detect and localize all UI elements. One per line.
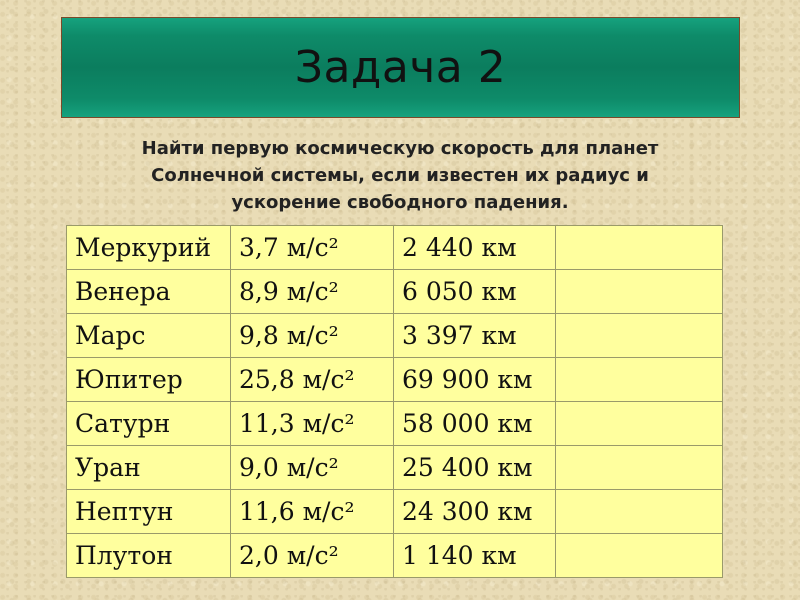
table-row (67, 490, 723, 534)
radius-cell: 25 400 км (394, 446, 556, 490)
radius-cell: 3 397 км (394, 314, 556, 358)
answer-cell (556, 490, 723, 534)
table-row (67, 270, 723, 314)
gravity-cell: 8,9 м/с² (231, 270, 394, 314)
planet-name-cell: Сатурн (67, 402, 231, 446)
slide-title: Задача 2 (294, 42, 507, 93)
planet-name-cell: Венера (67, 270, 231, 314)
task-line: Солнечной системы, если известен их радиус и (151, 165, 649, 186)
planet-name-cell: Марс (67, 314, 231, 358)
planet-name-cell: Плутон (67, 534, 231, 578)
planet-name-cell: Меркурий (67, 226, 231, 270)
answer-cell (556, 226, 723, 270)
task-statement (60, 135, 740, 216)
gravity-cell: 25,8 м/с² (231, 358, 394, 402)
task-line: ускорение свободного падения. (231, 192, 569, 213)
gravity-cell: 9,8 м/с² (231, 314, 394, 358)
table-row (67, 358, 723, 402)
radius-cell: 6 050 км (394, 270, 556, 314)
answer-cell (556, 534, 723, 578)
table-row (67, 402, 723, 446)
table-row (67, 314, 723, 358)
planet-name-cell: Уран (67, 446, 231, 490)
table-row (67, 534, 723, 578)
answer-cell (556, 358, 723, 402)
planet-name-cell: Юпитер (67, 358, 231, 402)
radius-cell: 2 440 км (394, 226, 556, 270)
answer-cell (556, 314, 723, 358)
answer-cell (556, 402, 723, 446)
planets-table (66, 225, 723, 578)
gravity-cell: 11,3 м/с² (231, 402, 394, 446)
radius-cell: 24 300 км (394, 490, 556, 534)
gravity-cell: 3,7 м/с² (231, 226, 394, 270)
radius-cell: 1 140 км (394, 534, 556, 578)
gravity-cell: 11,6 м/с² (231, 490, 394, 534)
answer-cell (556, 270, 723, 314)
gravity-cell: 9,0 м/с² (231, 446, 394, 490)
radius-cell: 58 000 км (394, 402, 556, 446)
gravity-cell: 2,0 м/с² (231, 534, 394, 578)
radius-cell: 69 900 км (394, 358, 556, 402)
table-row (67, 446, 723, 490)
planet-name-cell: Нептун (67, 490, 231, 534)
answer-cell (556, 446, 723, 490)
title-banner (61, 17, 740, 118)
task-line: Найти первую космическую скорость для планет (141, 138, 659, 159)
table-row (67, 226, 723, 270)
